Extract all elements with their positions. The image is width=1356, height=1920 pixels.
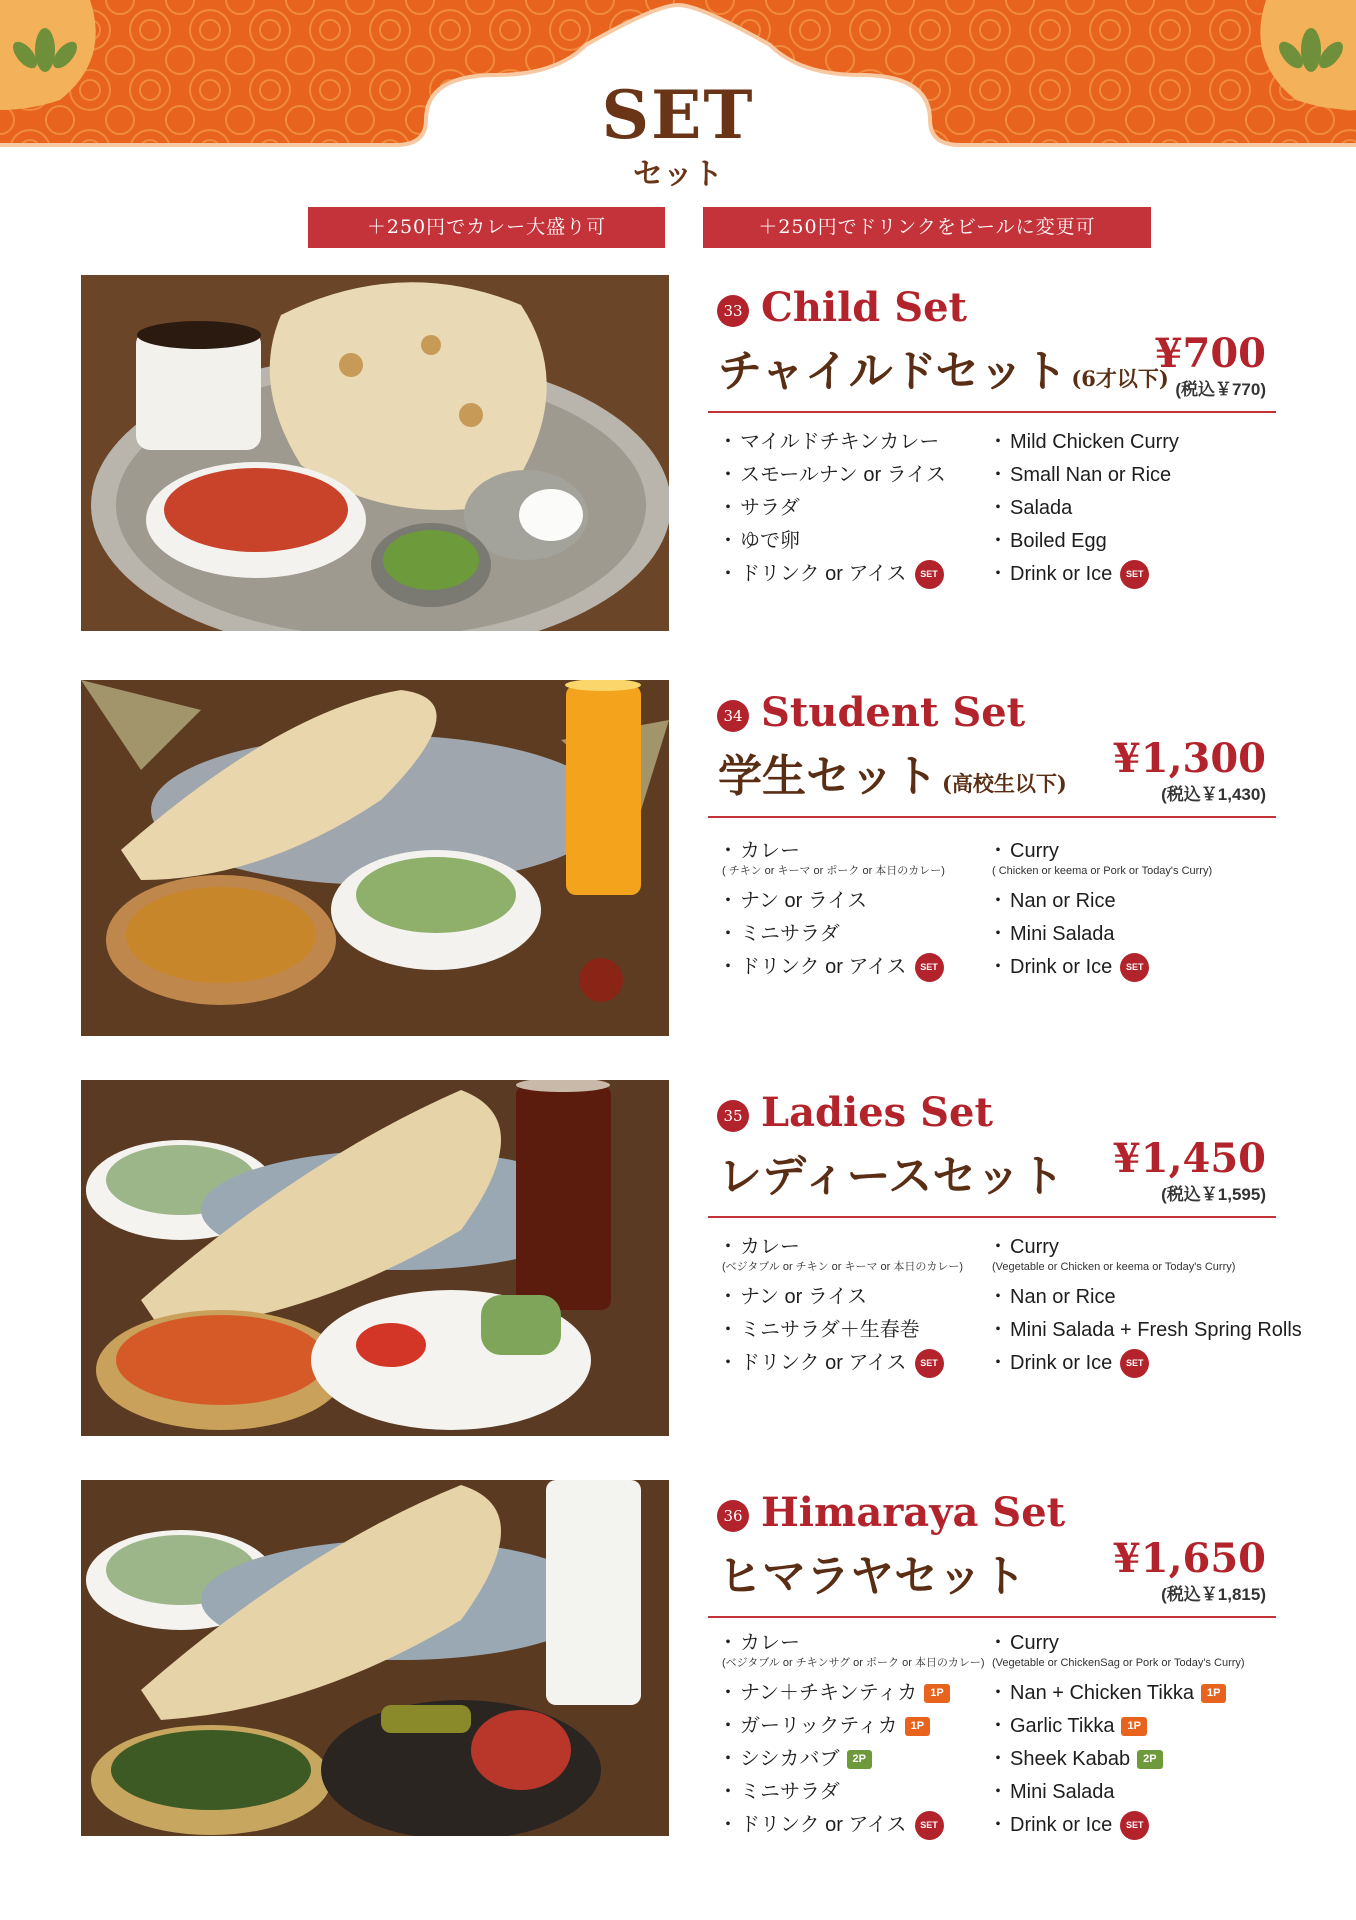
list-item-label: Boiled Egg [1010,530,1107,552]
items-en-list [988,426,1179,591]
list-item-label: Nan + Chicken Tikka [1010,1682,1194,1704]
list-item-subtext: (Vegetable or ChickenSag or Pork or Today's Curry) [992,1657,1245,1669]
list-item-label: Nan or Rice [1010,1286,1116,1308]
list-item [988,558,1179,591]
list-item-label: ドリンク or アイス [740,563,907,585]
items-jp-list [718,1630,985,1842]
list-item-subtext: ( チキン or キーマ or ポーク or 本日のカレー) [722,865,945,877]
list-item-label: カレー [740,840,800,862]
piece-badge: 1P [905,1717,930,1736]
bullet: ・ [718,1286,738,1308]
list-item-subtext: (ベジタブル or チキンサグ or ポーク or 本日のカレー) [722,1657,985,1669]
list-item [718,1281,963,1314]
list-item [988,1710,1245,1743]
set-price-tax: (税込￥1,595) [1161,1185,1266,1204]
items-en-list [988,1234,1302,1380]
list-item-label: マイルドチキンカレー [740,431,940,453]
set-price-tax: (税込￥770) [1175,380,1266,399]
set-section-himaraya [0,1480,1356,1880]
notice-large-curry: ＋250円でカレー大盛り可 [308,207,665,248]
list-item [718,838,945,864]
list-item-label: ドリンク or アイス [740,956,907,978]
set-badge: SET [1120,1349,1149,1378]
set-name-en: Child Set [761,284,968,331]
set-badge: SET [915,560,944,589]
list-item [718,558,946,591]
set-badge: SET [915,1349,944,1378]
list-item-label: ドリンク or アイス [740,1352,907,1374]
items-en-list [988,838,1212,984]
bullet: ・ [718,1236,738,1258]
list-item [988,1743,1245,1776]
list-item-label: Small Nan or Rice [1010,464,1172,486]
list-item-label: ナン＋チキンティカ [740,1682,918,1704]
list-item-label: サラダ [740,497,800,519]
bullet: ・ [988,1319,1008,1341]
bullet: ・ [718,1715,738,1737]
set-name-jp-text: 学生セット [718,751,938,802]
set-photo-child [81,275,669,631]
bullet: ・ [988,563,1008,585]
list-item-subtext: (ベジタブル or チキン or キーマ or 本日のカレー) [722,1261,964,1273]
set-section-child [0,275,1356,635]
list-item-subtext: ( Chicken or keema or Pork or Today's Curry) [992,865,1213,877]
bullet: ・ [988,923,1008,945]
list-item-label: Drink or Ice [1010,1352,1113,1374]
bullet: ・ [718,1319,738,1341]
list-item [718,492,946,525]
bullet: ・ [718,1352,738,1374]
list-item-label: Drink or Ice [1010,563,1113,585]
list-item [718,1743,985,1776]
set-price: ¥1,650 [1112,1535,1266,1582]
list-item-label: ナン or ライス [740,890,868,912]
list-item-label: ゆで卵 [740,530,800,552]
set-section-student [0,680,1356,1040]
list-item [718,459,946,492]
set-number-badge: 34 [717,700,749,732]
set-photo-student [81,680,669,1036]
bullet: ・ [988,497,1008,519]
list-item-label: Curry [1010,1632,1059,1654]
list-item-label: Nan or Rice [1010,890,1116,912]
list-item [718,1710,985,1743]
bullet: ・ [988,956,1008,978]
list-item-label: カレー [740,1632,800,1654]
list-item [988,1677,1245,1710]
set-name-jp [718,346,1169,405]
bullet: ・ [718,431,738,453]
set-name-jp-note: (6才以下) [1071,366,1169,391]
set-number-badge: 36 [717,1500,749,1532]
list-item-label: カレー [740,1236,800,1258]
set-price: ¥1,300 [1112,735,1266,782]
set-name-jp [718,1551,1030,1610]
bullet: ・ [718,563,738,585]
list-item [988,918,1212,951]
list-item [988,951,1212,984]
set-name-jp-text: チャイルドセット [718,346,1068,397]
piece-badge: 1P [1201,1684,1226,1703]
bullet: ・ [718,1814,738,1836]
list-item [988,492,1179,525]
bullet: ・ [988,530,1008,552]
set-number-badge: 35 [717,1100,749,1132]
list-item [718,1677,985,1710]
bullet: ・ [718,840,738,862]
bullet: ・ [988,1352,1008,1374]
set-badge: SET [915,953,944,982]
section-rule [708,1216,1276,1218]
list-item-label: Curry [1010,1236,1059,1258]
set-name-en: Student Set [761,689,1026,736]
list-item-label: スモールナン or ライス [740,464,946,486]
list-item-subtext: (Vegetable or Chicken or keema or Today's Curry) [992,1261,1236,1273]
set-price-tax: (税込￥1,815) [1161,1585,1266,1604]
set-price-tax: (税込￥1,430) [1161,785,1266,804]
page-subtitle: セット [633,157,723,192]
notice-beer-change: ＋250円でドリンクをビールに変更可 [703,207,1151,248]
section-rule [708,1616,1276,1618]
list-item [718,1809,985,1842]
list-item [988,1347,1302,1380]
piece-badge: 1P [924,1684,949,1703]
list-item [718,951,945,984]
list-item-label: Mini Salada [1010,923,1115,945]
bullet: ・ [988,1781,1008,1803]
items-jp-list [718,838,945,984]
set-name-en: Himaraya Set [761,1489,1066,1536]
items-jp-list [718,1234,963,1380]
bullet: ・ [718,1781,738,1803]
list-item [718,1630,985,1656]
list-item-label: ドリンク or アイス [740,1814,907,1836]
bullet: ・ [988,431,1008,453]
list-item [988,1776,1245,1809]
bullet: ・ [718,530,738,552]
set-price: ¥700 [1154,330,1266,377]
bullet: ・ [718,890,738,912]
list-item [718,918,945,951]
section-rule [708,816,1276,818]
list-item-label: Curry [1010,840,1059,862]
list-item [718,1314,963,1347]
items-en-list [988,1630,1245,1842]
section-rule [708,411,1276,413]
list-item [718,525,946,558]
list-item [988,426,1179,459]
piece-badge: 1P [1121,1717,1146,1736]
set-number-badge: 33 [717,295,749,327]
bullet: ・ [988,1748,1008,1770]
bullet: ・ [718,1748,738,1770]
bullet: ・ [988,1682,1008,1704]
piece-badge: 2P [847,1750,872,1769]
bullet: ・ [718,497,738,519]
bullet: ・ [988,1236,1008,1258]
bullet: ・ [988,1632,1008,1654]
list-item-label: Mini Salada + Fresh Spring Rolls [1010,1319,1302,1341]
bullet: ・ [718,1632,738,1654]
list-item [718,1347,963,1380]
set-name-en: Ladies Set [761,1089,993,1136]
set-badge: SET [1120,560,1149,589]
set-badge: SET [1120,1811,1149,1840]
list-item-label: ミニサラダ [740,1781,840,1803]
bullet: ・ [988,464,1008,486]
set-name-jp-note: (高校生以下) [942,771,1067,796]
list-item-label: Mild Chicken Curry [1010,431,1179,453]
list-item-label: ナン or ライス [740,1286,868,1308]
set-name-jp [718,751,1067,810]
list-item [988,459,1179,492]
set-name-jp-text: レディースセット [718,1151,1065,1202]
set-price: ¥1,450 [1112,1135,1266,1182]
list-item-label: ガーリックティカ [740,1715,898,1737]
list-item-label: ミニサラダ＋生春巻 [740,1319,920,1341]
piece-badge: 2P [1137,1750,1162,1769]
list-item [988,1314,1302,1347]
set-photo-himaraya [81,1480,669,1836]
list-item [988,1281,1302,1314]
list-item [988,1234,1302,1260]
set-name-jp [718,1151,1068,1210]
list-item-label: ミニサラダ [740,923,840,945]
items-jp-list [718,426,946,591]
bullet: ・ [988,1286,1008,1308]
list-item [718,1234,963,1260]
list-item [988,525,1179,558]
list-item [988,885,1212,918]
set-badge: SET [915,1811,944,1840]
bullet: ・ [718,1682,738,1704]
list-item [718,885,945,918]
bullet: ・ [988,1814,1008,1836]
list-item-label: Drink or Ice [1010,1814,1113,1836]
bullet: ・ [988,840,1008,862]
list-item [988,1809,1245,1842]
list-item-label: Garlic Tikka [1010,1715,1115,1737]
list-item [718,426,946,459]
bullet: ・ [718,956,738,978]
list-item-label: Mini Salada [1010,1781,1115,1803]
set-section-ladies [0,1080,1356,1440]
list-item [988,1630,1245,1656]
bullet: ・ [718,923,738,945]
list-item [988,838,1212,864]
set-badge: SET [1120,953,1149,982]
list-item-label: Sheek Kabab [1010,1748,1131,1770]
set-name-jp-text: ヒマラヤセット [718,1551,1026,1602]
bullet: ・ [718,464,738,486]
list-item-label: Salada [1010,497,1073,519]
list-item [718,1776,985,1809]
list-item-label: Drink or Ice [1010,956,1113,978]
page-title: SET [601,76,755,154]
bullet: ・ [988,890,1008,912]
set-photo-ladies [81,1080,669,1436]
list-item-label: シシカバブ [740,1748,840,1770]
bullet: ・ [988,1715,1008,1737]
